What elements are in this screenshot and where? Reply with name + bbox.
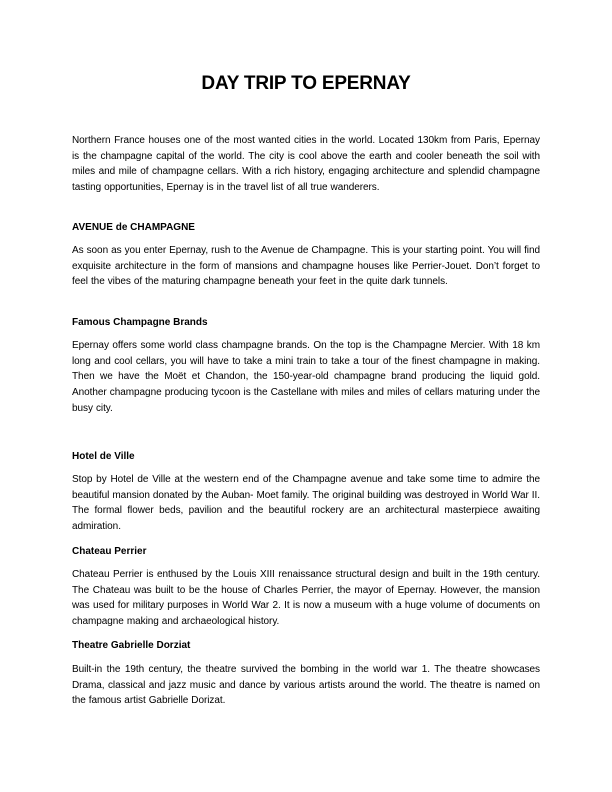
section-body-avenue: As soon as you enter Epernay, rush to the Avenue de Champagne. This is your starting point. You will find exquisite architecture in the form of mansions and champagne houses like Perrier-Jouet. Don’t forget to feel the vibes of the maturing champagne beneath your feet in the quite dark tunnels. xyxy=(72,245,540,288)
intro-paragraph: Northern France houses one of the most wanted cities in the world. Located 130km from Paris, Epernay is the champagne capital of the world. The city is cool above the earth and cooler beneath the soil with miles and mile of champagne cellars. With a rich history, engaging architecture and splendid champagne tasting opportunities, Epernay is in the travel list of all true wanderers. xyxy=(72,135,540,194)
section-body-chateau: Chateau Perrier is enthused by the Louis XIII renaissance structural design and built in the 19th century. The Chateau was built to be the house of Charles Perrier, the mayor of Epernay. However, the mansion was used for military purposes in World War 2. It is now a museum with a huge volume of documents on champagne making and archaeological history. xyxy=(72,569,540,628)
section-body-theatre: Built-in the 19th century, the theatre survived the bombing in the world war 1. The theatre showcases Drama, classical and jazz music and dance by various artists around the world. The theatre is named on the famous artist Gabrielle Dorizat. xyxy=(72,664,540,707)
section-body-brands: Epernay offers some world class champagne brands. On the top is the Champagne Mercier. With 18 km long and cool cellars, you will have to take a mini train to take a tour of the finest champagne in making. Then we have the Moët et Chandon, the 150-year-old champagne brand producing the liquid gold. Another champagne producing tycoon is the Castellane with miles and miles of cellars maturing under the busy city. xyxy=(72,340,540,414)
section-heading-brands: Famous Champagne Brands xyxy=(72,317,208,328)
section-heading-theatre: Theatre Gabrielle Dorziat xyxy=(72,640,191,651)
section-heading-avenue: AVENUE de CHAMPAGNE xyxy=(72,222,195,233)
section-body-hotel: Stop by Hotel de Ville at the western end of the Champagne avenue and take some time to admire the beautiful mansion donated by the Auban- Moet family. The original building was destroyed in World War II. The formal flower beds, pavilion and the beautiful rockery are an architectural masterpiece awaiting admiration. xyxy=(72,474,540,533)
section-heading-hotel: Hotel de Ville xyxy=(72,451,135,462)
section-heading-chateau: Chateau Perrier xyxy=(72,546,147,557)
document-title: DAY TRIP TO EPERNAY xyxy=(201,73,411,94)
